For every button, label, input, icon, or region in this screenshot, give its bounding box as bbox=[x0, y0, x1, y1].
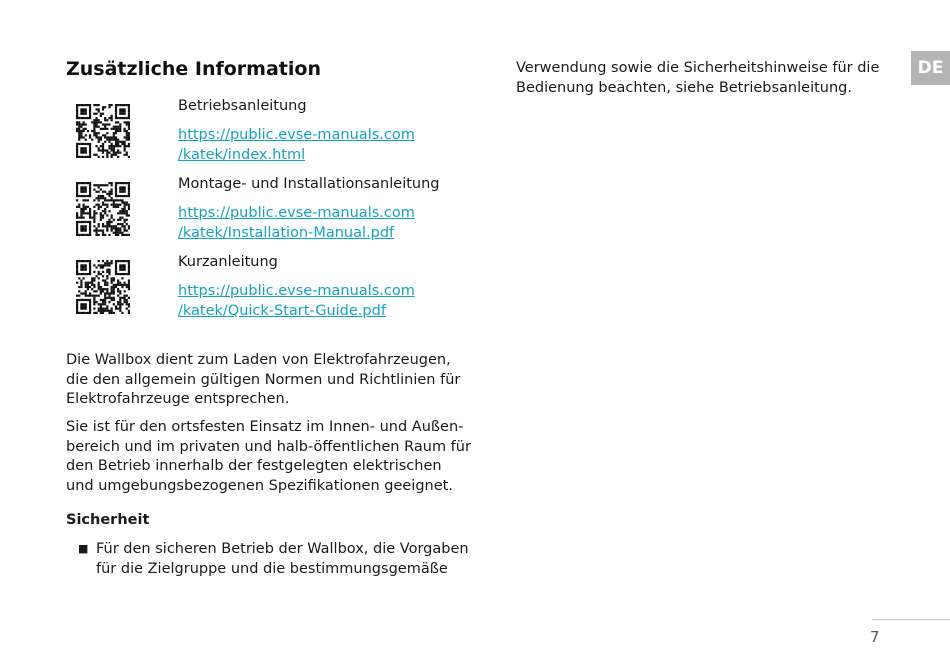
language-tab: DE bbox=[911, 51, 950, 85]
intended-use-paragraph: Die Wallbox dient zum Laden von Elektrofahrzeugen, die den allgemein gültigen Normen und Richtlinien für Elektrofahrzeuge entsprechen. bbox=[66, 352, 461, 407]
document-link[interactable]: https://public.evse-manuals.com /katek/Installation-Manual.pdf bbox=[178, 205, 415, 241]
qr-code-icon bbox=[76, 260, 130, 314]
document-link[interactable]: https://public.evse-manuals.com /katek/Quick-Start-Guide.pdf bbox=[178, 283, 415, 319]
bullet-square-icon: ■ bbox=[78, 542, 89, 555]
document-title: Kurzanleitung bbox=[178, 254, 278, 270]
qr-code-icon bbox=[76, 182, 130, 236]
qr-code-icon bbox=[76, 104, 130, 158]
section-heading: Zusätzliche Information bbox=[66, 58, 321, 80]
footer-divider bbox=[872, 619, 950, 620]
page-number: 7 bbox=[870, 628, 880, 646]
safety-heading: Sicherheit bbox=[66, 512, 150, 528]
document-link[interactable]: https://public.evse-manuals.com /katek/index.html bbox=[178, 127, 415, 163]
document-title: Betriebsanleitung bbox=[178, 98, 307, 114]
usage-environment-paragraph: Sie ist für den ortsfesten Einsatz im Innen- und Außen- bereich und im privaten und halb-öffentlichen Raum für den Betrieb innerhalb der festgelegten elektrischen und umgebungsbezogenen Spezifikationen geeignet. bbox=[66, 419, 471, 494]
document-title: Montage- und Installationsanleitung bbox=[178, 176, 440, 192]
safety-bullet-item: Für den sicheren Betrieb der Wallbox, die Vorgaben für die Zielgruppe und die bestimmungsgemäße bbox=[96, 541, 469, 577]
right-column-text: Verwendung sowie die Sicherheitshinweise für die Bedienung beachten, siehe Betriebsanleitung. bbox=[516, 60, 880, 96]
